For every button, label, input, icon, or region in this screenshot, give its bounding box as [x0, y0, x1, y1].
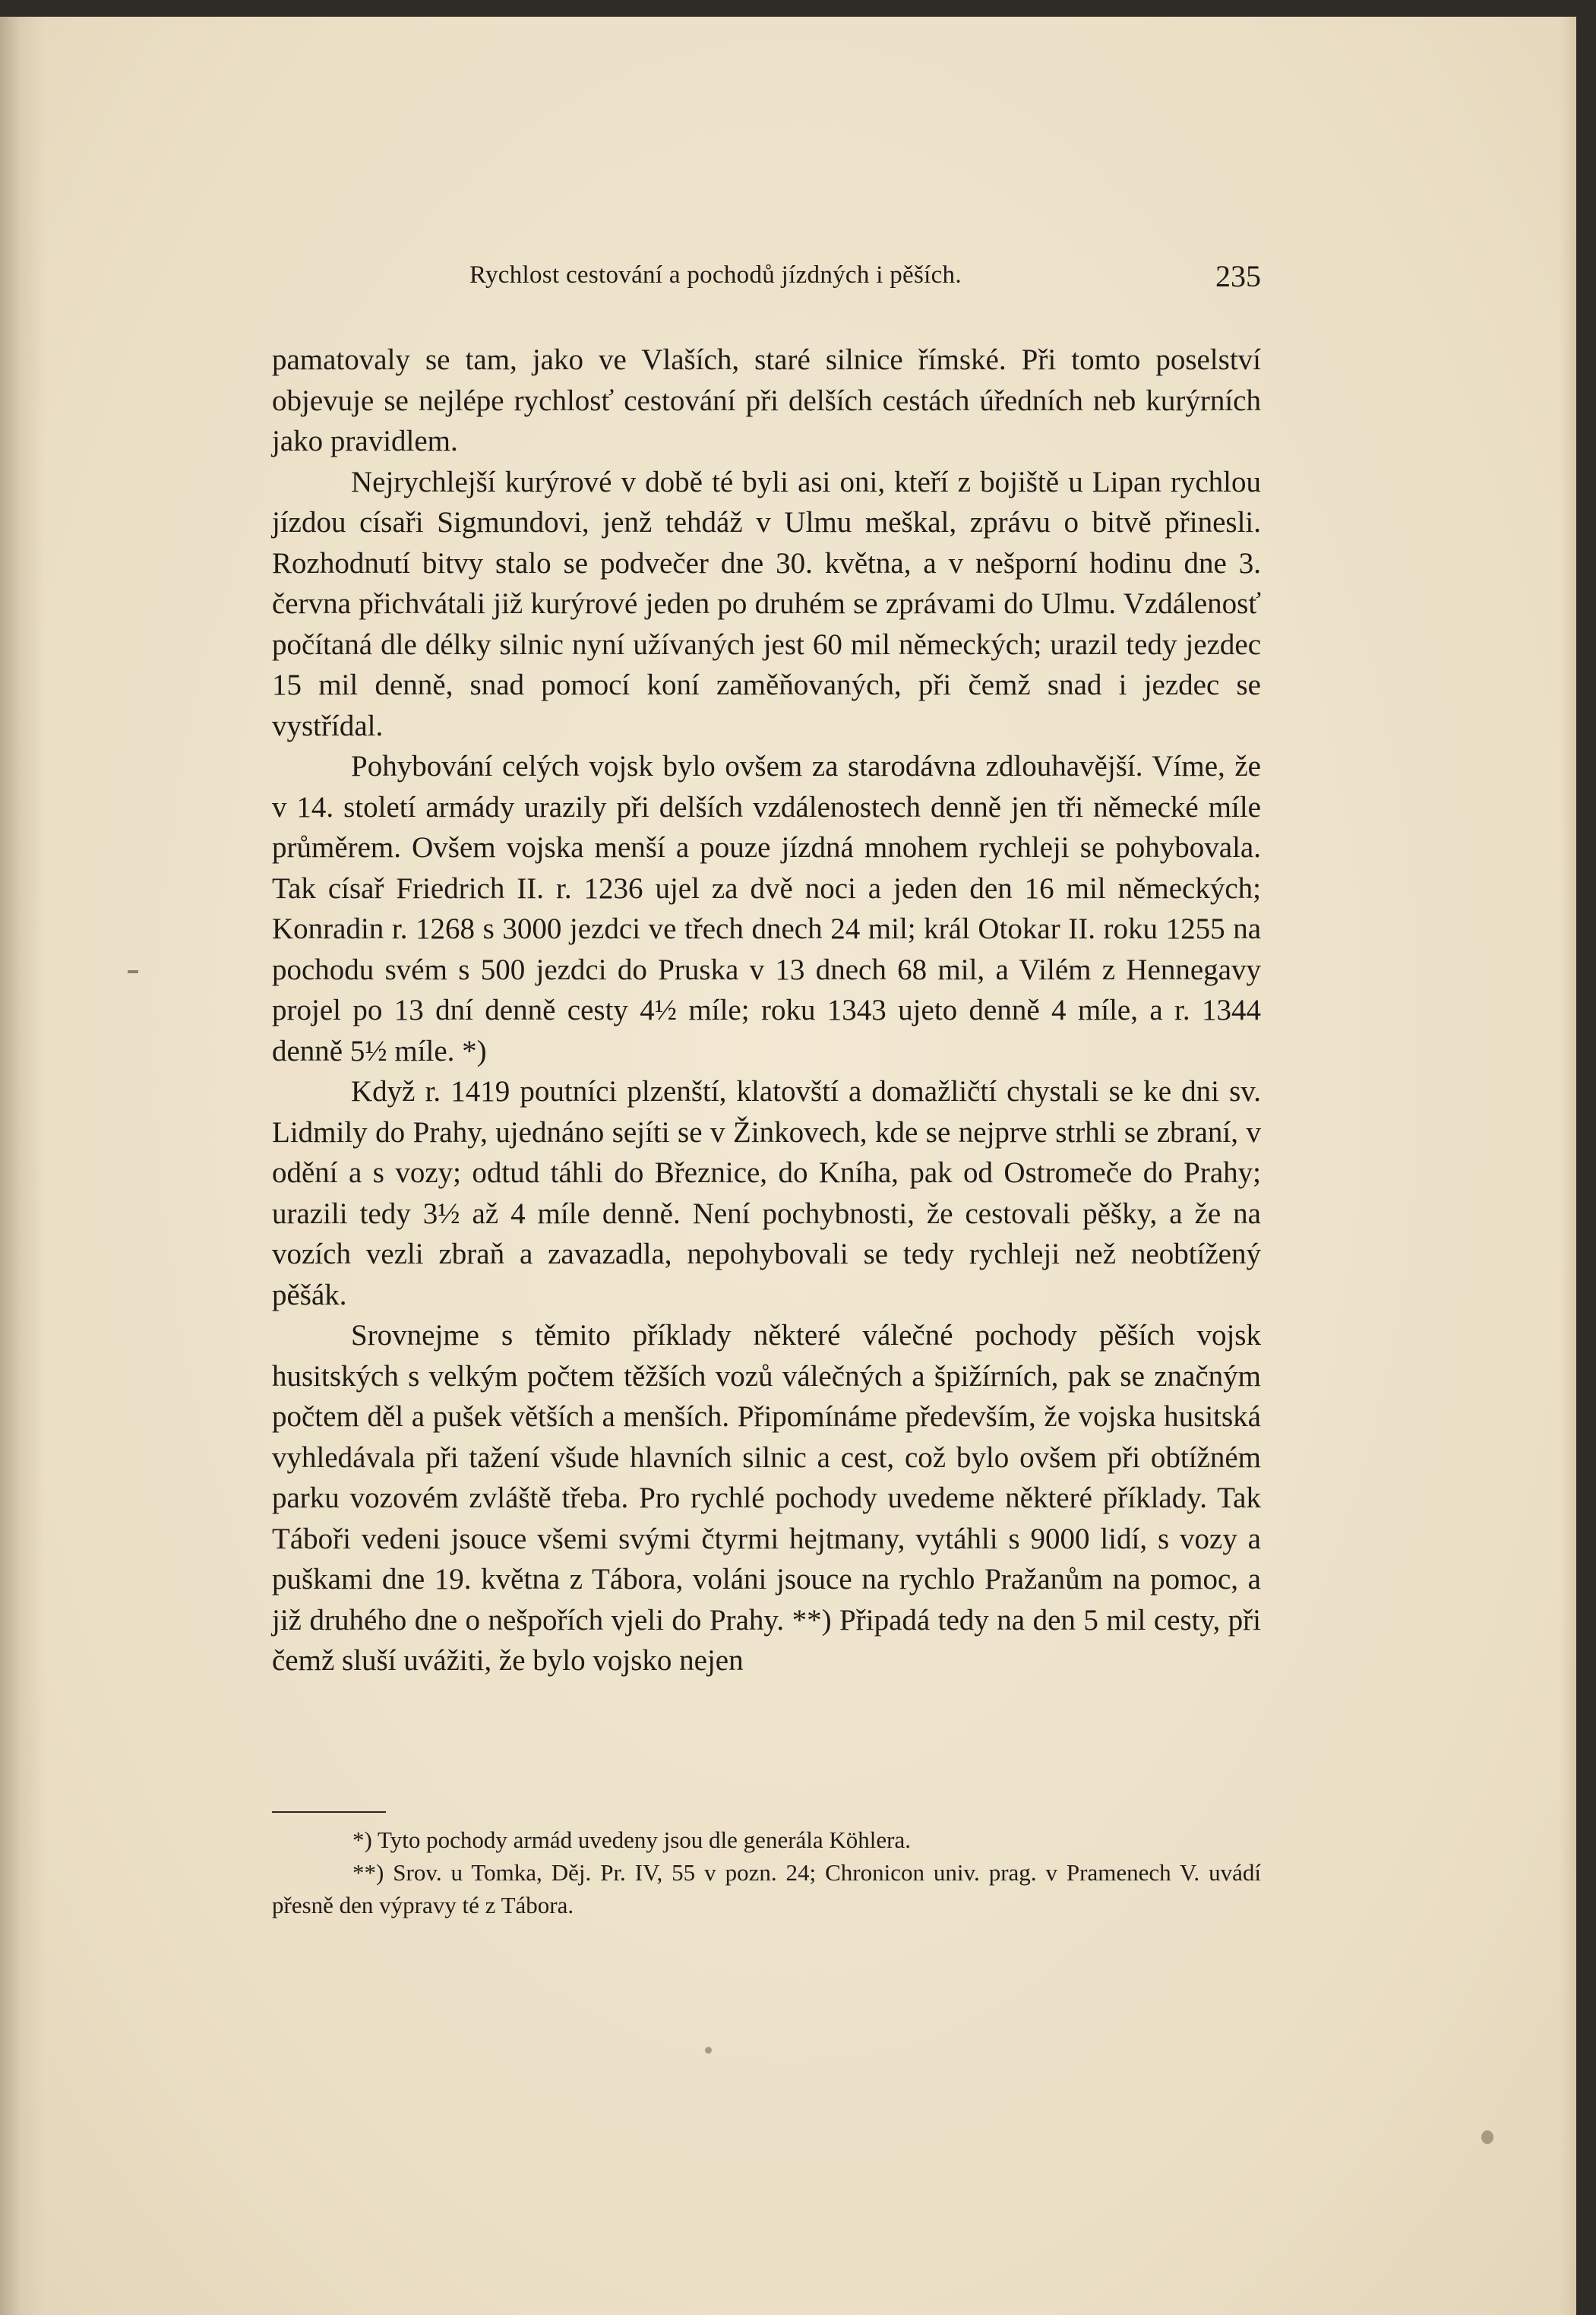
paragraph-couriers: Nejrychlejší kurýrové v době té byli asi oni, kteří z bojiště u Lipan rychlou jízdou císaři Sigmundovi, jenž tehdáž v Ulmu meškal, zprávu o bitvě přinesli. Rozhodnutí bitvy stalo se podvečer dne 30. května, a v nešporní hodinu dne 3. června přichvátali již kurýrové jeden po druhém se zprávami do Ulmu. Vzdálenosť počítaná dle délky silnic nyní užívaných jest 60 mil německých; urazil tedy jezdec 15 mil denně, snad pomocí koní zaměňovaných, při čemž snad i jezdec se vystřídal.: [272, 465, 1261, 742]
footnotes: [272, 1823, 1261, 1921]
paragraph-hussite-marches: Srovnejme s těmito příklady některé válečné pochody pěších vojsk husitských s velkým počtem těžších vozů válečných a špižírních, pak se značným počtem děl a pušek větších a menších. Připomínáme především, že vojska husitská vyhledávala při tažení všude hlavních silnic a cest, což bylo ovšem při obtížném parku vozovém zvláště třeba. Pro rychlé pochody uvedeme některé příklady. Tak Táboři vedeni jsouce všemi svými čtyrmi hejtmany, vytáhli s 9000 lidí, s vozy a puškami dne 19. května z Tábora, voláni jsouce na rychlo Pražanům na pomoc, a již druhého dne o nešpořích vjeli do Prahy. **) Připadá tedy na den 5 mil cesty, při čemž sluší uvážiti, že bylo vojsko nejen: [272, 1319, 1261, 1677]
page-edge-shadow: [1560, 17, 1576, 2315]
page-number: 235: [1215, 259, 1261, 293]
margin-mark: [128, 970, 138, 973]
paper-speck: [1481, 2130, 1493, 2144]
page-header: [272, 258, 1261, 301]
paragraph-pilgrims: Když r. 1419 poutníci plzenští, klatovští a domažličtí chystali se ke dni sv. Lidmily do Prahy, ujednáno sejíti se v Žinkovech, kde se nejprve strhli se zbraní, v odění a s vozy; odtud táhli do Březnice, do Kníha, pak od Ostromeče do Prahy; urazili tedy 3½ až 4 míle denně. Není pochybnosti, že cestovali pěšky, a že na vozích vezli zbraň a zavazadla, nepohybovali se tedy rychleji než neobtížený pěšák.: [272, 1075, 1261, 1311]
paragraph-armies: Pohybování celých vojsk bylo ovšem za starodávna zdlouhavější. Víme, že v 14. století armády urazily při delších vzdálenostech denně jen tři německé míle průměrem. Ovšem vojska menší a pouze jízdná mnohem rychleji se pohybovala. Tak císař Friedrich II. r. 1236 ujel za dvě noci a jeden den 16 mil německých; Konradin r. 1268 s 3000 jezdci ve třech dnech 24 mil; král Otokar II. roku 1255 na pochodu svém s 500 jezdci do Pruska v 13 dnech 68 mil, a Vilém z Hennegavy projel po 13 dní denně cesty 4½ míle; roku 1343 ujeto denně 4 míle, a r. 1344 denně 5½ míle. *): [272, 750, 1261, 1067]
footnote-1: *) Tyto pochody armád uvedeny jsou dle generála Köhlera.: [352, 1826, 911, 1853]
book-page: [0, 17, 1576, 2315]
paragraph-continued: pamatovaly se tam, jako ve Vlaších, staré silnice římské. Při tomto poselství objevuje se nejlépe rychlosť cestování při delších cestách úředních neb kurýrních jako pravidlem.: [272, 343, 1261, 457]
page-gutter-shadow: [0, 17, 46, 2315]
body-text: [272, 340, 1261, 1681]
footnote-2: **) Srov. u Tomka, Děj. Pr. IV, 55 v pozn. 24; Chronicon univ. prag. v Pramenech V. uvádí přesně den výpravy té z Tábora.: [272, 1859, 1261, 1918]
paper-speck: [705, 2047, 712, 2054]
footnote-divider: [272, 1811, 386, 1813]
running-head: Rychlost cestování a pochodů jízdných i pěších.: [469, 261, 962, 289]
